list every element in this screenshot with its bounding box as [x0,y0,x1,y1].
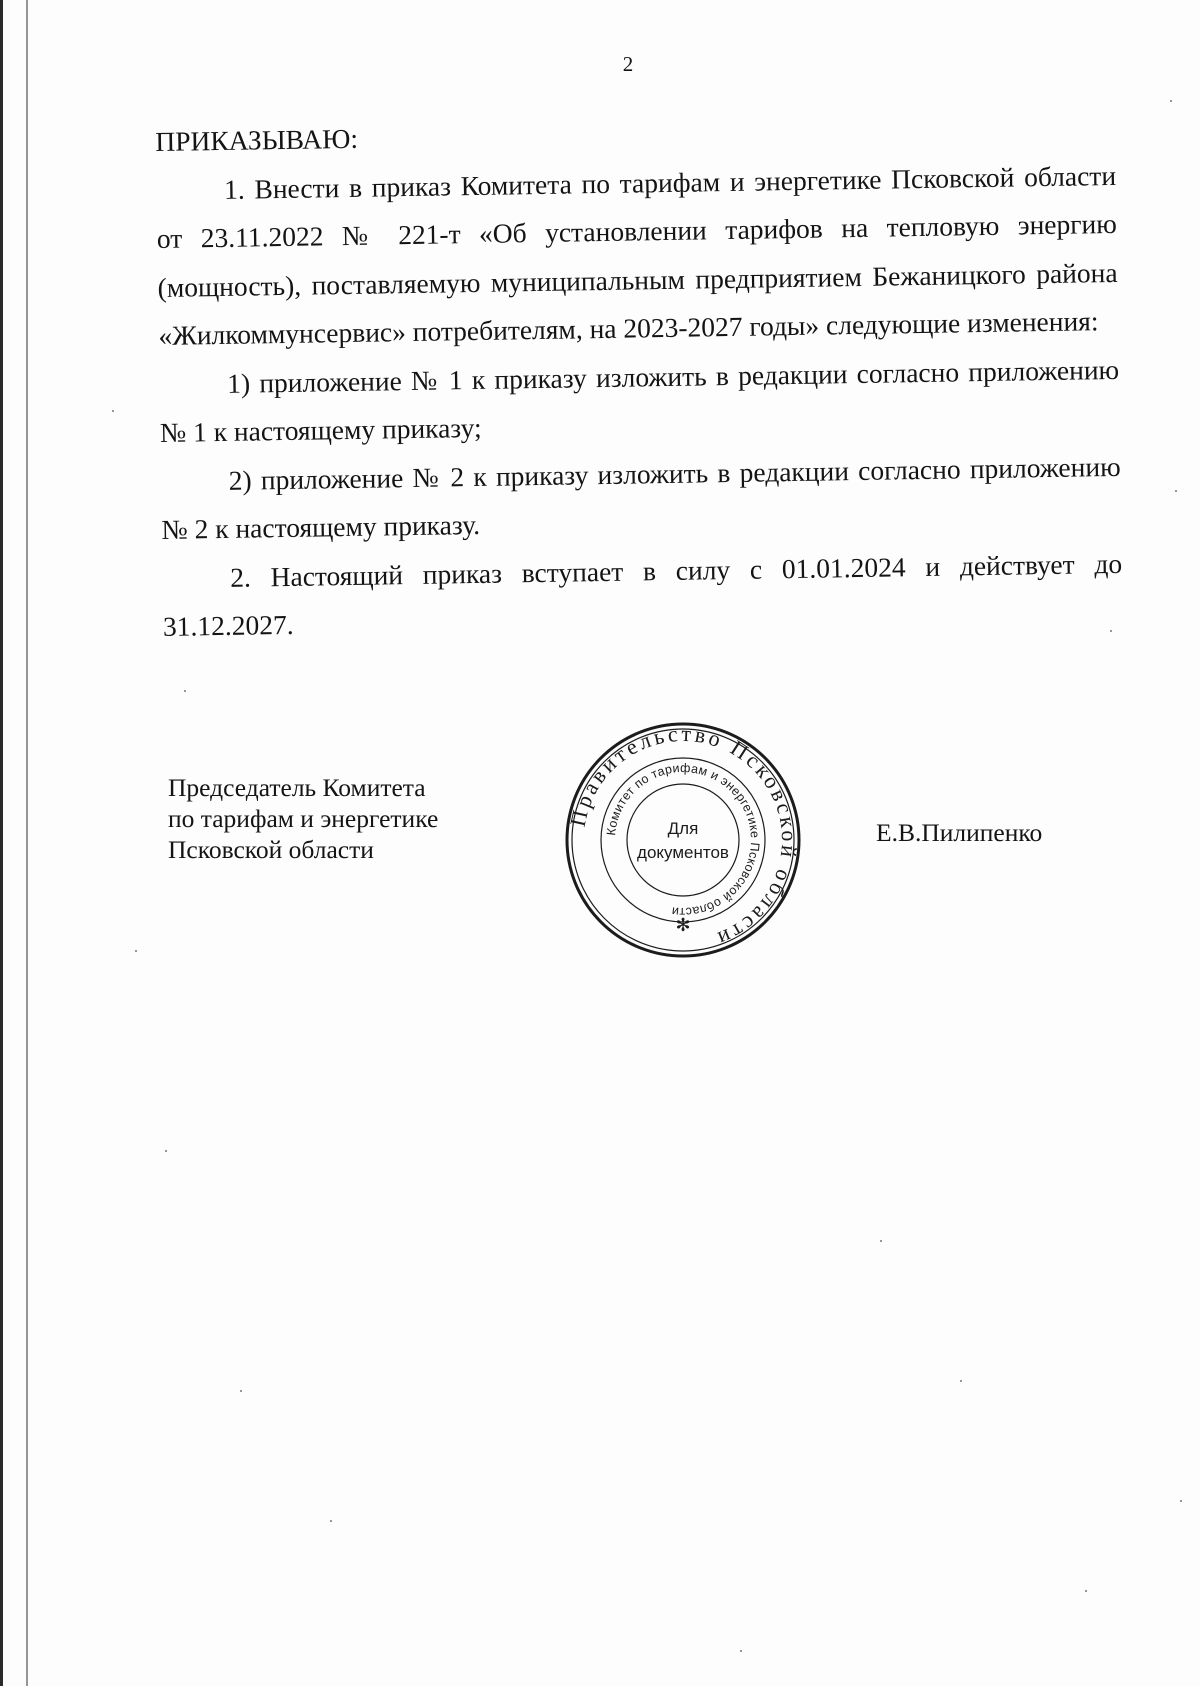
paragraph-1: 1. Внести в приказ Комитета по тарифам и энергетике Псковской области от 23.11.2022 № 221-т «Об установлении тарифов на тепловую энергию (мощность), поставляемую муниципальным предприятием Бежаницкого района «Жилкоммунсервис» потребителям, на 2023-2027 годы» следующие изменения: [156,159,1118,351]
scan-speck [740,1650,742,1652]
paragraph-2: 2. Настоящий приказ вступает в силу с 01.01.2024 и действует до 31.12.2027. [162,547,1123,642]
stamp-outer-text: Правительство Псковской области [564,720,803,953]
page-number: 2 [622,52,634,76]
stamp-inner-text: Комитет по тарифам и энергетике Псковской области [604,760,763,920]
scan-speck [240,1390,242,1392]
star-icon: ✻ [675,915,691,936]
paragraph-1-1: 1) приложение № 1 к приказу изложить в редакции согласно приложению № 1 к настоящему приказу; [159,353,1120,448]
scan-speck [330,1520,332,1522]
scan-speck [1170,100,1172,102]
order-body [155,103,1123,652]
scan-speck [112,410,114,412]
position-line: Псковской области [168,835,374,864]
scan-edge-shadow [26,0,28,1686]
scan-speck [135,950,137,952]
position-line: Председатель Комитета [168,773,426,802]
scan-speck [960,1380,962,1382]
scan-speck [1180,1500,1182,1502]
stamp-center-line-2: документов [637,843,729,862]
scan-speck [165,1150,167,1152]
scan-speck [1175,490,1177,492]
signatory-position [168,772,438,865]
position-line: по тарифам и энергетике [168,804,439,833]
order-heading: ПРИКАЗЫВАЮ: [155,122,359,157]
scan-speck [184,690,186,692]
signatory-name: Е.В.Пилипенко [876,818,1043,847]
scan-speck [1110,630,1112,632]
stamp-center-line-1: Для [667,819,699,838]
official-stamp [563,720,803,960]
scan-speck [880,1240,882,1242]
scan-edge [0,0,3,1686]
paragraph-1-2: 2) приложение № 2 к приказу изложить в редакции согласно приложению № 2 к настоящему приказу. [161,450,1121,545]
scan-speck [1085,1590,1087,1592]
